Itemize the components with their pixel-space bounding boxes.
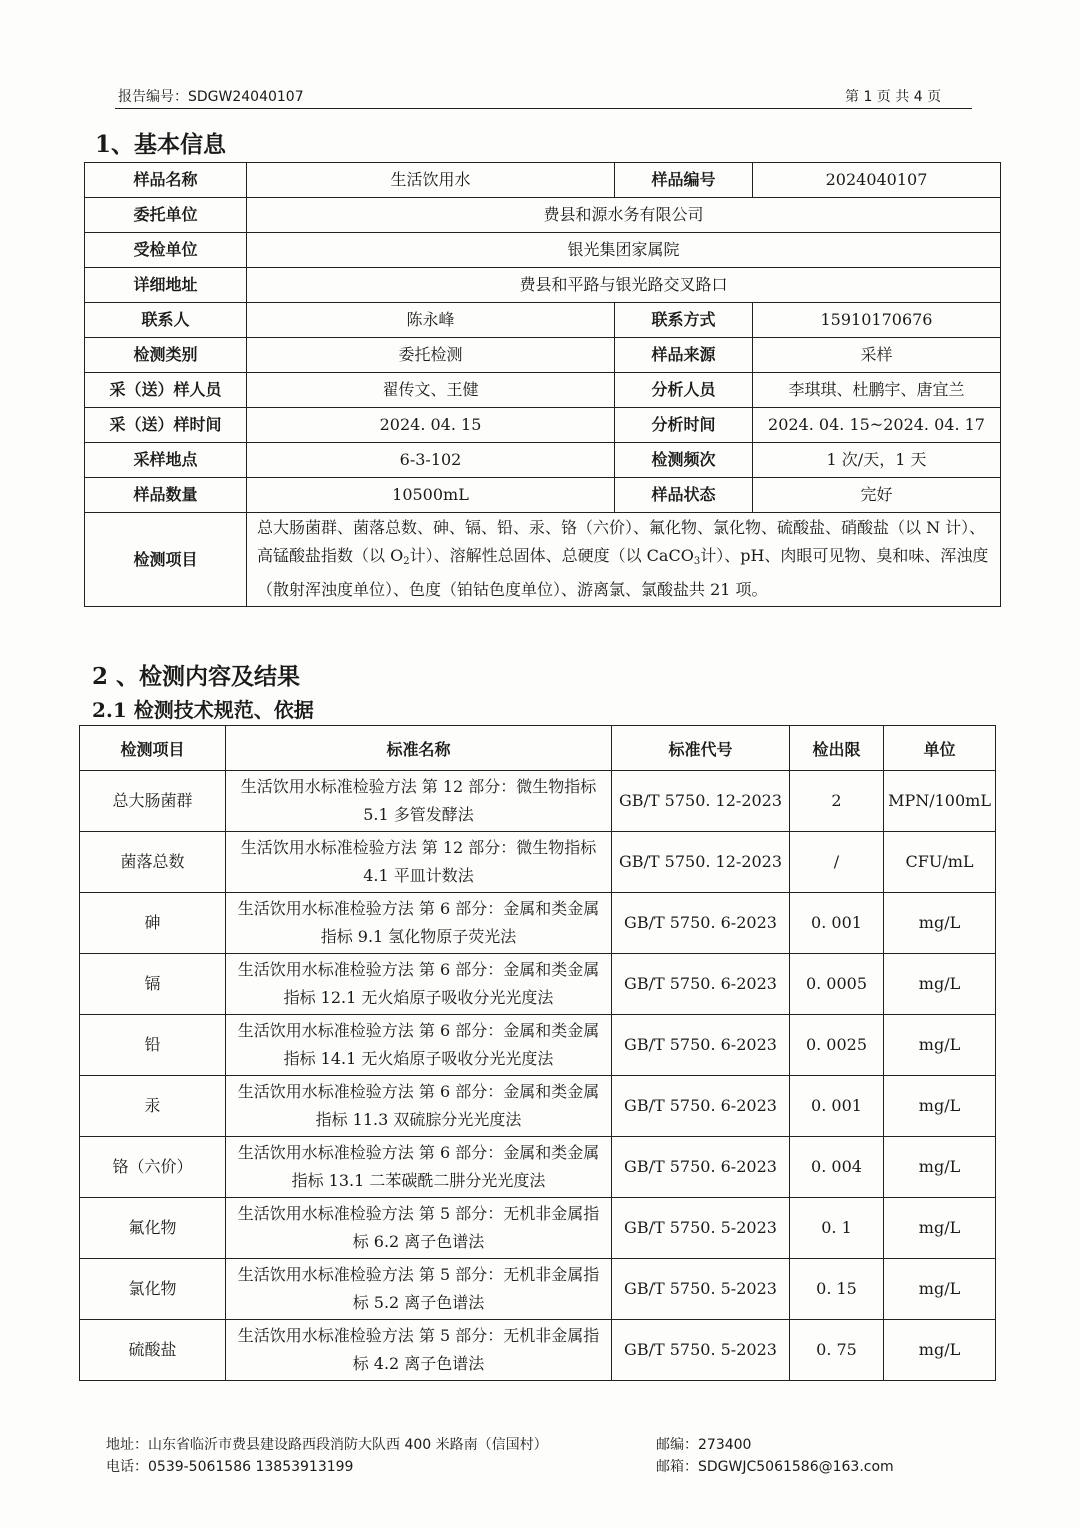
analysis-time-label: 分析时间: [615, 408, 753, 443]
detection-item-cell: 菌落总数: [80, 832, 226, 893]
table-row: [80, 1198, 996, 1259]
table-row: [85, 373, 1001, 408]
table-row: [85, 268, 1001, 303]
standards-table: [79, 725, 996, 1381]
table-header-row: [80, 726, 996, 771]
unit-cell: mg/L: [884, 1137, 996, 1198]
address-label: 详细地址: [85, 268, 247, 303]
standard-name-cell: 生活饮用水标准检验方法 第 6 部分：金属和类金属指标 9.1 氢化物原子荧光法: [226, 893, 612, 954]
source-value: 采样: [753, 338, 1001, 373]
detection-item-cell: 氟化物: [80, 1198, 226, 1259]
detection-limit-cell: 0. 75: [790, 1320, 884, 1381]
header-standard-name: 标准名称: [226, 726, 612, 771]
state-value: 完好: [753, 478, 1001, 513]
sample-time-label: 采（送）样时间: [85, 408, 247, 443]
standard-name-cell: 生活饮用水标准检验方法 第 6 部分：金属和类金属指标 12.1 无火焰原子吸收分光光度法: [226, 954, 612, 1015]
detection-item-cell: 铬（六价）: [80, 1137, 226, 1198]
sample-no-value: 2024040107: [753, 163, 1001, 198]
table-row: [80, 954, 996, 1015]
phone-value: 15910170676: [753, 303, 1001, 338]
standard-code-cell: GB/T 5750. 6-2023: [612, 1137, 790, 1198]
detection-item-cell: 砷: [80, 893, 226, 954]
table-row: [85, 443, 1001, 478]
items-value: [247, 513, 1001, 607]
detection-item-cell: 总大肠菌群: [80, 771, 226, 832]
table-row: [80, 1259, 996, 1320]
unit-cell: mg/L: [884, 1259, 996, 1320]
unit-cell: mg/L: [884, 1320, 996, 1381]
table-row: [85, 163, 1001, 198]
table-row: [85, 198, 1001, 233]
items-text-3: 计）、pH、肉眼可见物、臭和味、浑浊度（散射浑浊度单位）、色度（铂钴色度单位）、游离氯、氯酸盐共 21 项。: [257, 546, 989, 599]
detection-limit-cell: 0. 004: [790, 1137, 884, 1198]
standard-code-cell: GB/T 5750. 6-2023: [612, 893, 790, 954]
header-unit: 单位: [884, 726, 996, 771]
site-value: 6-3-102: [247, 443, 615, 478]
standard-name-cell: 生活饮用水标准检验方法 第 6 部分：金属和类金属指标 14.1 无火焰原子吸收分光光度法: [226, 1015, 612, 1076]
standard-code-cell: GB/T 5750. 5-2023: [612, 1259, 790, 1320]
inspected-unit-label: 受检单位: [85, 233, 247, 268]
report-number: 报告编号：SDGW24040107: [118, 89, 304, 105]
unit-cell: mg/L: [884, 893, 996, 954]
contact-value: 陈永峰: [247, 303, 615, 338]
footer-postcode: 邮编：273400: [656, 1437, 752, 1453]
table-row: [80, 771, 996, 832]
inspected-unit-value: 银光集团家属院: [247, 233, 1001, 268]
sampler-label: 采（送）样人员: [85, 373, 247, 408]
section-standards-subtitle: 2.1 检测技术规范、依据: [92, 698, 314, 722]
detection-item-cell: 氯化物: [80, 1259, 226, 1320]
standard-code-cell: GB/T 5750. 12-2023: [612, 832, 790, 893]
items-text-1: 总大肠菌群、菌落总数、砷、镉、铅、汞、铬（六价）、氟化物、氯化物、硫酸盐、硝酸盐（以 N 计）、高锰酸盐指数（以 O: [257, 518, 986, 565]
basic-info-table: [84, 162, 1001, 607]
table-row: [80, 1320, 996, 1381]
frequency-value: 1 次/天，1 天: [753, 443, 1001, 478]
table-row: [85, 478, 1001, 513]
table-row: [85, 338, 1001, 373]
items-subscript-1: 2: [403, 556, 410, 567]
sample-no-label: 样品编号: [615, 163, 753, 198]
unit-cell: mg/L: [884, 1015, 996, 1076]
detection-item-cell: 硫酸盐: [80, 1320, 226, 1381]
items-subscript-2: 3: [693, 556, 701, 567]
standard-name-cell: 生活饮用水标准检验方法 第 6 部分：金属和类金属指标 11.3 双硫腙分光光度法: [226, 1076, 612, 1137]
source-label: 样品来源: [615, 338, 753, 373]
standard-code-cell: GB/T 5750. 6-2023: [612, 1076, 790, 1137]
unit-cell: mg/L: [884, 1198, 996, 1259]
detection-limit-cell: 2: [790, 771, 884, 832]
standard-name-cell: 生活饮用水标准检验方法 第 12 部分：微生物指标 5.1 多管发酵法: [226, 771, 612, 832]
detection-limit-cell: 0. 0025: [790, 1015, 884, 1076]
detection-limit-cell: 0. 1: [790, 1198, 884, 1259]
unit-cell: MPN/100mL: [884, 771, 996, 832]
standard-code-cell: GB/T 5750. 6-2023: [612, 1015, 790, 1076]
footer-address: 地址：山东省临沂市费县建设路西段消防大队西 400 米路南（信国村）: [106, 1437, 548, 1453]
table-row: [85, 513, 1001, 607]
unit-cell: CFU/mL: [884, 832, 996, 893]
standard-name-cell: 生活饮用水标准检验方法 第 6 部分：金属和类金属指标 13.1 二苯碳酰二肼分光光度法: [226, 1137, 612, 1198]
detection-item-cell: 铅: [80, 1015, 226, 1076]
standard-code-cell: GB/T 5750. 5-2023: [612, 1198, 790, 1259]
standard-name-cell: 生活饮用水标准检验方法 第 5 部分：无机非金属指标 4.2 离子色谱法: [226, 1320, 612, 1381]
standard-code-cell: GB/T 5750. 5-2023: [612, 1320, 790, 1381]
table-row: [80, 1015, 996, 1076]
standard-name-cell: 生活饮用水标准检验方法 第 5 部分：无机非金属指标 6.2 离子色谱法: [226, 1198, 612, 1259]
address-value: 费县和平路与银光路交叉路口: [247, 268, 1001, 303]
table-row: [80, 1137, 996, 1198]
standard-code-cell: GB/T 5750. 12-2023: [612, 771, 790, 832]
table-row: [85, 233, 1001, 268]
detection-limit-cell: 0. 001: [790, 893, 884, 954]
table-row: [80, 832, 996, 893]
detection-limit-cell: 0. 15: [790, 1259, 884, 1320]
header-standard-code: 标准代号: [612, 726, 790, 771]
analysis-time-value: 2024. 04. 15~2024. 04. 17: [753, 408, 1001, 443]
table-row: [85, 303, 1001, 338]
standard-code-cell: GB/T 5750. 6-2023: [612, 954, 790, 1015]
contact-label: 联系人: [85, 303, 247, 338]
detection-limit-cell: /: [790, 832, 884, 893]
standard-name-cell: 生活饮用水标准检验方法 第 5 部分：无机非金属指标 5.2 离子色谱法: [226, 1259, 612, 1320]
sample-name-label: 样品名称: [85, 163, 247, 198]
analyst-label: 分析人员: [615, 373, 753, 408]
items-label: 检测项目: [85, 513, 247, 607]
table-row: [80, 893, 996, 954]
table-row: [85, 408, 1001, 443]
header-item: 检测项目: [80, 726, 226, 771]
phone-label: 联系方式: [615, 303, 753, 338]
analyst-value: 李琪琪、杜鹏宇、唐宜兰: [753, 373, 1001, 408]
client-label: 委托单位: [85, 198, 247, 233]
quantity-value: 10500mL: [247, 478, 615, 513]
table-row: [80, 1076, 996, 1137]
detection-limit-cell: 0. 001: [790, 1076, 884, 1137]
section-results-title: 2 、检测内容及结果: [92, 663, 301, 690]
header-divider: [115, 108, 972, 109]
header-detection-limit: 检出限: [790, 726, 884, 771]
sampler-value: 翟传文、王健: [247, 373, 615, 408]
detection-item-cell: 汞: [80, 1076, 226, 1137]
detection-limit-cell: 0. 0005: [790, 954, 884, 1015]
category-label: 检测类别: [85, 338, 247, 373]
unit-cell: mg/L: [884, 954, 996, 1015]
standard-name-cell: 生活饮用水标准检验方法 第 12 部分：微生物指标 4.1 平皿计数法: [226, 832, 612, 893]
page-indicator: 第 1 页 共 4 页: [845, 89, 942, 105]
unit-cell: mg/L: [884, 1076, 996, 1137]
footer-email: 邮箱：SDGWJC5061586@163.com: [656, 1459, 894, 1475]
items-text-2: 计）、溶解性总固体、总硬度（以 CaCO: [409, 546, 694, 565]
section-basic-info-title: 1、基本信息: [95, 131, 227, 158]
category-value: 委托检测: [247, 338, 615, 373]
sample-name-value: 生活饮用水: [247, 163, 615, 198]
frequency-label: 检测频次: [615, 443, 753, 478]
client-value: 费县和源水务有限公司: [247, 198, 1001, 233]
quantity-label: 样品数量: [85, 478, 247, 513]
state-label: 样品状态: [615, 478, 753, 513]
detection-item-cell: 镉: [80, 954, 226, 1015]
sample-time-value: 2024. 04. 15: [247, 408, 615, 443]
site-label: 采样地点: [85, 443, 247, 478]
footer-phone: 电话：0539-5061586 13853913199: [106, 1459, 354, 1475]
